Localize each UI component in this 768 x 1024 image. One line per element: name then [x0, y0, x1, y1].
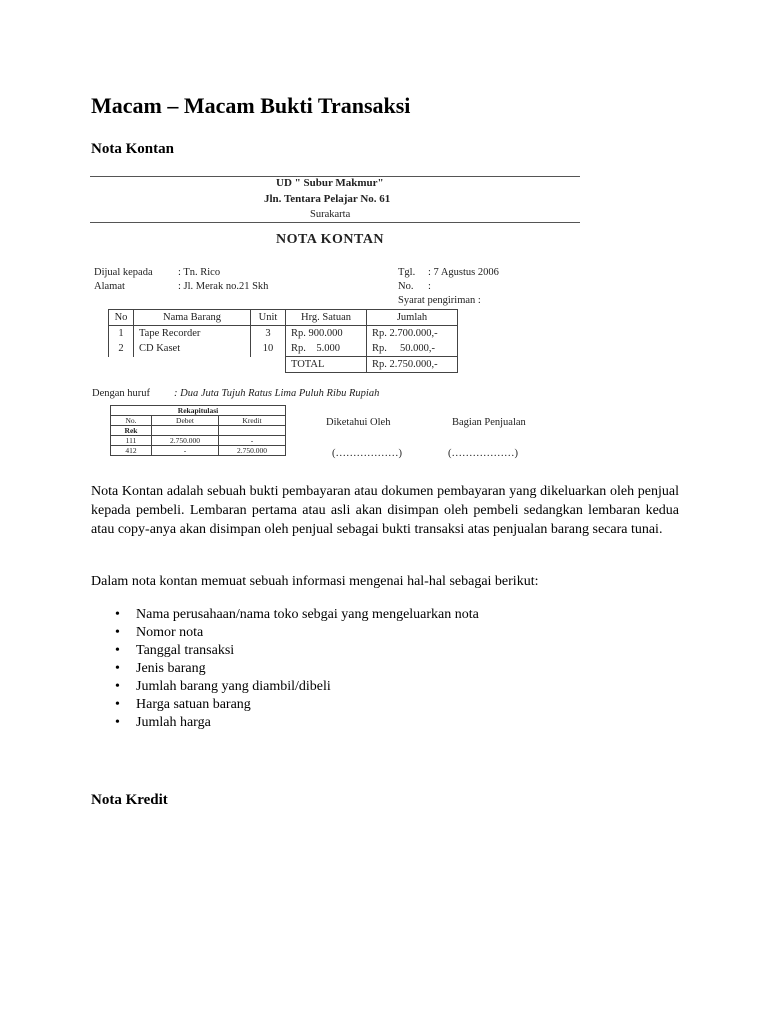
table-row: [111, 436, 286, 446]
rekap-header-no: No.: [111, 416, 152, 426]
company-name: UD " Subur Makmur": [276, 177, 384, 189]
items-header-row: [109, 310, 458, 326]
total-row: [109, 357, 458, 373]
table-row: [109, 341, 458, 357]
tgl-label: Tgl.: [398, 267, 416, 278]
total-spacer: [251, 357, 286, 373]
header-unit: Unit: [251, 310, 286, 326]
bullet-list: [91, 606, 479, 732]
table-row: [111, 446, 286, 456]
row-harga-satuan: Rp. 5.000: [286, 341, 367, 357]
signature-bagian-penjualan: (………………): [448, 448, 518, 459]
signature-diketahui: (………………): [332, 448, 402, 459]
diketahui-oleh: Diketahui Oleh: [326, 417, 391, 428]
list-item: • Tanggal transaksi: [91, 642, 479, 660]
no-value: :: [428, 281, 431, 292]
rekap-no: 111: [111, 436, 152, 446]
row-harga-satuan: Rp. 900.000: [286, 326, 367, 342]
list-item: • Jumlah harga: [91, 714, 479, 732]
rekap-header-debet: Debet: [152, 416, 219, 426]
page-title: Macam – Macam Bukti Transaksi: [91, 93, 411, 118]
table-row: [109, 326, 458, 342]
syarat-pengiriman: Syarat pengiriman :: [398, 295, 481, 306]
section-heading-nota-kredit: Nota Kredit: [91, 792, 168, 808]
rekap-sub-empty: [152, 426, 219, 436]
total-spacer: [134, 357, 251, 373]
header-no: No: [109, 310, 134, 326]
rekap-debet: 2.750.000: [152, 436, 219, 446]
bagian-penjualan: Bagian Penjualan: [452, 417, 526, 428]
list-item: • Jenis barang: [91, 660, 479, 678]
rekap-title-row: [111, 406, 286, 416]
rekapitulasi-table: [110, 405, 286, 456]
rekap-kredit: -: [219, 436, 286, 446]
total-value: Rp. 2.750.000,-: [367, 357, 458, 373]
no-label: No.: [398, 281, 414, 292]
company-address: Jln. Tentara Pelajar No. 61: [264, 193, 391, 205]
row-jumlah: Rp. 50.000,-: [367, 341, 458, 357]
header-nama-barang: Nama Barang: [134, 310, 251, 326]
tgl-value: : 7 Agustus 2006: [428, 267, 499, 278]
list-item: • Nomor nota: [91, 624, 479, 642]
row-nama-barang: Tape Recorder: [134, 326, 251, 342]
rekap-header-row: [111, 416, 286, 426]
rekap-debet: -: [152, 446, 219, 456]
rekap-no: 412: [111, 446, 152, 456]
header-jumlah: Jumlah: [367, 310, 458, 326]
rekap-sub-rek: Rek: [111, 426, 152, 436]
total-spacer: [109, 357, 134, 373]
rekap-kredit: 2.750.000: [219, 446, 286, 456]
company-city: Surakarta: [310, 209, 351, 220]
row-jumlah: Rp. 2.700.000,-: [367, 326, 458, 342]
rekap-title: Rekapitulasi: [111, 406, 286, 416]
nota-doc-title: NOTA KONTAN: [276, 232, 385, 247]
row-no: 2: [109, 341, 134, 357]
huruf-value: : Dua Juta Tujuh Ratus Lima Puluh Ribu Rupiah: [174, 388, 380, 399]
row-nama-barang: CD Kaset: [134, 341, 251, 357]
row-no: 1: [109, 326, 134, 342]
row-unit: 3: [251, 326, 286, 342]
list-item: • Harga satuan barang: [91, 696, 479, 714]
list-item: • Nama perusahaan/nama toko sebgai yang mengeluarkan nota: [91, 606, 479, 624]
rekap-header-kredit: Kredit: [219, 416, 286, 426]
header-rule: [90, 222, 580, 223]
rekap-sub-row: [111, 426, 286, 436]
dijual-label: Dijual kepada: [94, 267, 153, 278]
rekap-sub-empty: [219, 426, 286, 436]
alamat-label: Alamat: [94, 281, 125, 292]
dijual-value: : Tn. Rico: [178, 267, 221, 278]
paragraph-nota-kontan-definition: Nota Kontan adalah sebuah bukti pembayaran atau dokumen pembayaran yang dikeluarkan oleh penjual kepada pembeli. Lembaran pertama atau asli akan disimpan oleh pembeli sedangkan lembaran kedua atau copy-anya akan disimpan oleh penjual sebagai bukti transaksi atas penjualan barang secara tunai.: [91, 484, 679, 537]
list-item: • Jumlah barang yang diambil/dibeli: [91, 678, 479, 696]
header-harga-satuan: Hrg. Satuan: [286, 310, 367, 326]
row-unit: 10: [251, 341, 286, 357]
huruf-label: Dengan huruf: [92, 388, 151, 399]
items-table: [108, 309, 458, 373]
nota-kontan-image: [90, 172, 582, 464]
paragraph-nota-kontan-contents: Dalam nota kontan memuat sebuah informasi mengenai hal-hal sebagai berikut:: [91, 574, 539, 589]
alamat-value: : Jl. Merak no.21 Skh: [178, 281, 269, 292]
total-label: TOTAL: [286, 357, 367, 373]
section-heading-nota-kontan: Nota Kontan: [91, 141, 174, 157]
